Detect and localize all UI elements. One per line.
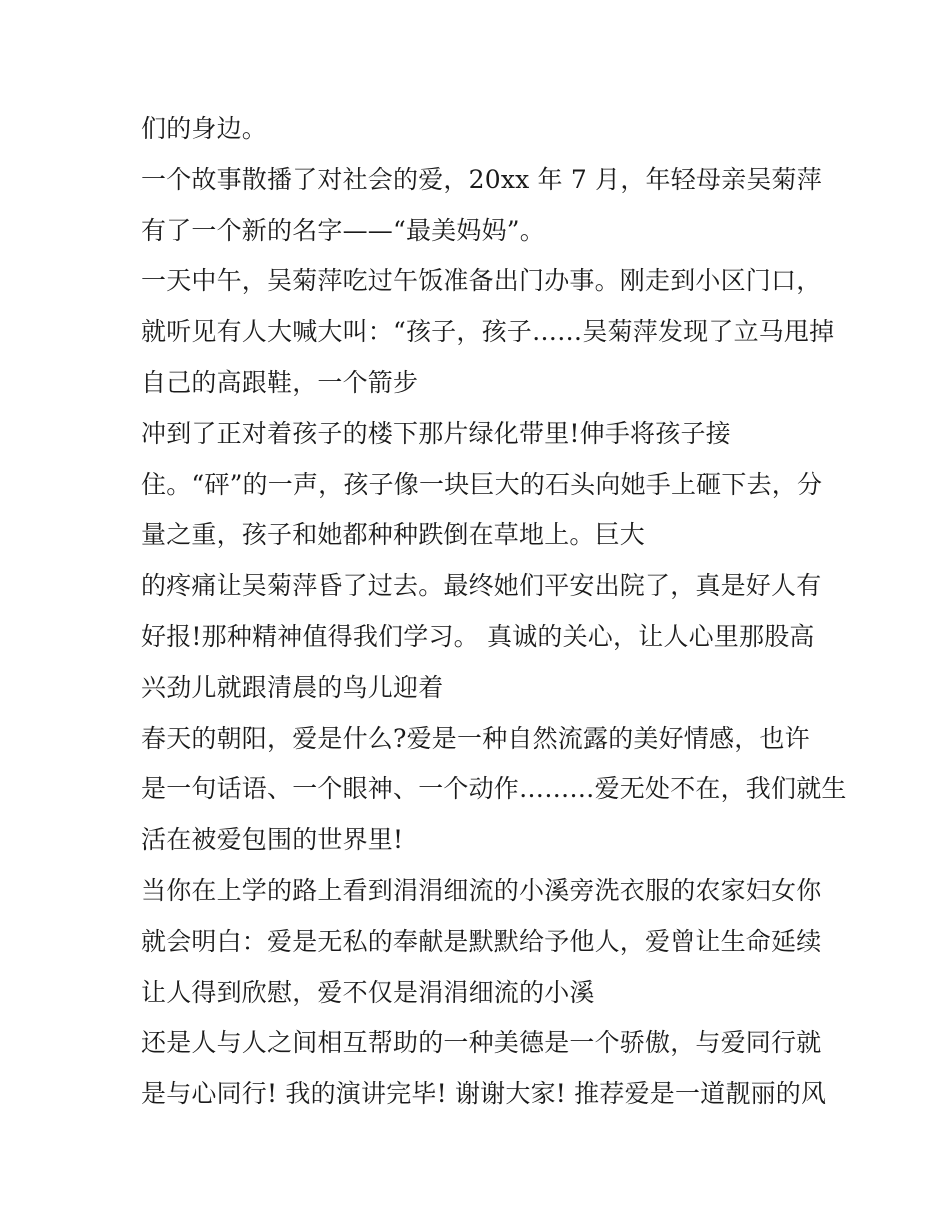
text-line: 自己的高跟鞋，一个箭步 bbox=[141, 367, 419, 397]
text-line: 住。“砰”的一声，孩子像一块巨大的石头向她手上砸下去，分 bbox=[141, 469, 823, 499]
text-line: 冲到了正对着孩子的楼下那片绿化带里!伸手将孩子接 bbox=[141, 418, 731, 448]
text-line: 活在被爱包围的世界里! bbox=[141, 825, 404, 855]
text-line: 让人得到欣慰，爱不仅是涓涓细流的小溪 bbox=[141, 977, 595, 1007]
text-line: 春天的朝阳，爱是什么?爱是一种自然流露的美好情感，也许 bbox=[141, 723, 810, 753]
text-line: 好报!那种精神值得我们学习。 真诚的关心，让人心里那股高 bbox=[141, 621, 815, 651]
text-line: 们的身边。 bbox=[141, 114, 268, 143]
text-line: 一个故事散播了对社会的爱，20xx 年 7 月，年轻母亲吴菊萍 bbox=[141, 164, 822, 194]
text-line: 量之重，孩子和她都种种跌倒在草地上。巨大 bbox=[141, 520, 646, 550]
text-line: 当你在上学的路上看到涓涓细流的小溪旁洗衣服的农家妇女你 bbox=[141, 875, 822, 905]
text-line: 有了一个新的名字——“最美妈妈”。 bbox=[141, 215, 545, 245]
text-line: 还是人与人之间相互帮助的一种美德是一个骄傲，与爱同行就 bbox=[141, 1028, 822, 1058]
text-line: 是一句话语、一个眼神、一个动作………爱无处不在，我们就生 bbox=[141, 774, 847, 804]
text-line: 就会明白：爱是无私的奉献是默默给予他人，爱曾让生命延续 bbox=[141, 926, 822, 956]
text-line: 就听见有人大喊大叫：“孩子，孩子……吴菊萍发现了立马甩掉 bbox=[141, 317, 835, 347]
speech-text-body bbox=[141, 108, 847, 1124]
text-line: 是与心同行! 我的演讲完毕! 谢谢大家! 推荐爱是一道靓丽的风 bbox=[141, 1079, 827, 1109]
text-line: 一天中午，吴菊萍吃过午饭准备出门办事。刚走到小区门口， bbox=[141, 266, 822, 296]
text-line: 兴劲儿就跟清晨的鸟儿迎着 bbox=[141, 672, 444, 702]
text-line: 的疼痛让吴菊萍昏了过去。最终她们平安出院了，真是好人有 bbox=[141, 571, 822, 601]
